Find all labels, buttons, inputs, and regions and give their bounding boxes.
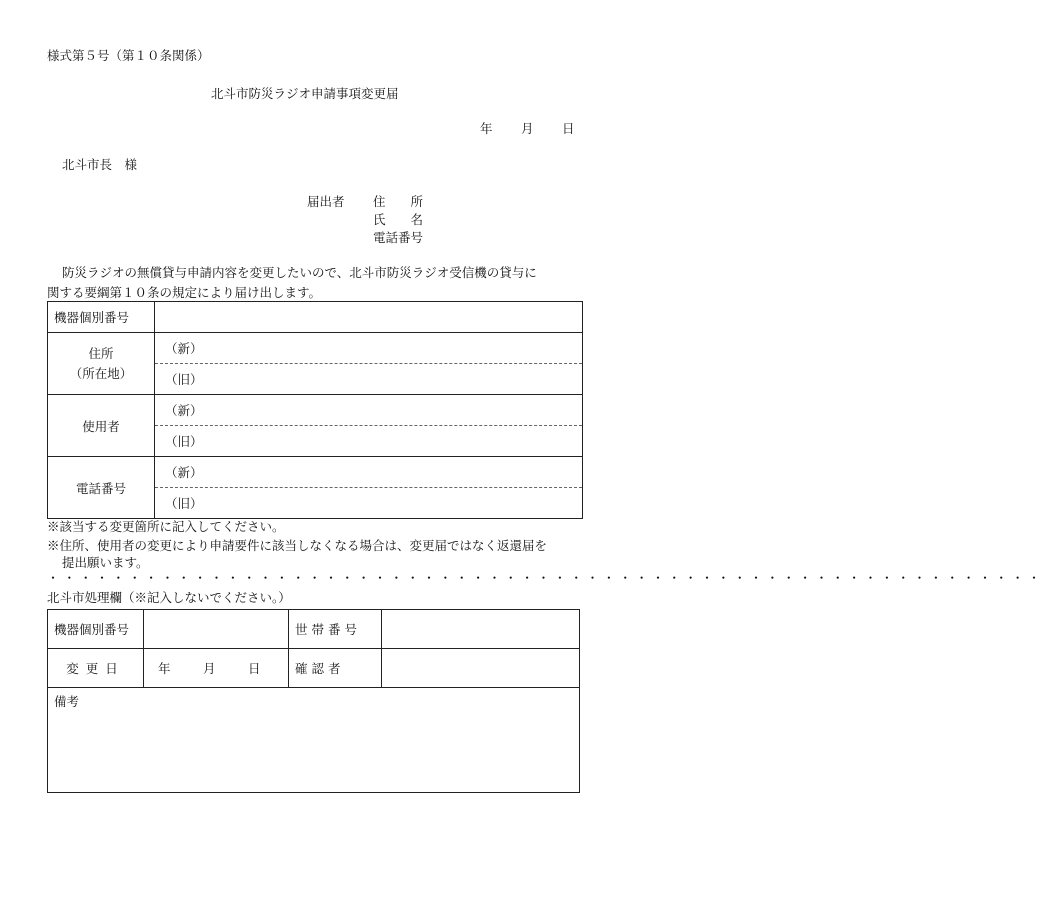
user-new-row [48,395,583,426]
device-id-field[interactable] [155,302,583,333]
phone-new-row [48,457,583,488]
household-no-label: 世帯番号 [289,610,382,649]
confirmer-label: 確認者 [289,649,382,688]
office-use-table [47,609,580,793]
address-label-sub: （所在地） [69,365,133,381]
user-new-field[interactable] [155,395,583,426]
new-label: （新） [165,341,203,356]
note-1: ※該当する変更箇所に記入してください。 [47,519,285,534]
remarks-label: 備考 [54,694,80,709]
remarks-field[interactable] [48,688,580,793]
confirmer-field[interactable] [382,649,580,688]
office-device-id-field[interactable] [144,610,289,649]
change-date-field[interactable] [144,649,289,688]
page-title: 北斗市防災ラジオ申請事項変更届 [211,86,399,101]
applicant-name-label: 氏 名 [373,212,424,227]
change-date-month: 月 [203,661,216,676]
applicant-address-label: 住 所 [373,194,424,209]
address-old-field[interactable] [155,364,583,395]
body-text-line1: 防災ラジオの無償貸与申請内容を変更したいので、北斗市防災ラジオ受信機の貸与に [62,265,537,280]
cut-line: ・・・・・・・・・・・・・・・・・・・・・・・・・・・・・・・・・・・・・・・・・・・・・・・・・・・・・・・・・・・・・ [47,571,1044,585]
change-date-day: 日 [248,661,261,676]
old-label: （旧） [165,434,203,449]
note-2-line2: 提出願います。 [62,555,149,570]
office-device-id-label: 機器個別番号 [48,610,144,649]
household-no-field[interactable] [382,610,580,649]
old-label: （旧） [165,372,203,387]
office-row-2 [48,649,580,688]
office-row-1 [48,610,580,649]
date-day: 日 [562,121,575,136]
new-label: （新） [165,403,203,418]
addressee: 北斗市長 様 [62,157,138,172]
note-2-line1: ※住所、使用者の変更により申請要件に該当しなくなる場合は、変更届ではなく返還届を [47,538,548,553]
address-label [48,333,155,395]
address-new-field[interactable] [155,333,583,364]
user-old-field[interactable] [155,426,583,457]
date-month: 月 [521,121,534,136]
office-use-heading: 北斗市処理欄（※記入しないでください。） [47,590,291,605]
phone-old-field[interactable] [155,488,583,519]
change-date-label: 変更日 [48,649,144,688]
old-label: （旧） [165,496,203,511]
phone-new-field[interactable] [155,457,583,488]
form-number: 様式第５号（第１０条関係） [47,48,210,63]
address-label-main: 住所 [88,345,114,361]
applicant-phone-label: 電話番号 [373,230,424,245]
office-row-3 [48,688,580,793]
phone-label: 電話番号 [48,457,155,519]
applicant-label: 届出者 [307,194,345,209]
user-label: 使用者 [48,395,155,457]
change-table [47,301,583,519]
device-id-row [48,302,583,333]
date-year: 年 [480,121,493,136]
device-id-label: 機器個別番号 [48,302,155,333]
address-new-row [48,333,583,364]
change-date-year: 年 [158,661,171,676]
new-label: （新） [165,465,203,480]
body-text-line2: 関する要綱第１０条の規定により届け出します。 [47,285,322,300]
